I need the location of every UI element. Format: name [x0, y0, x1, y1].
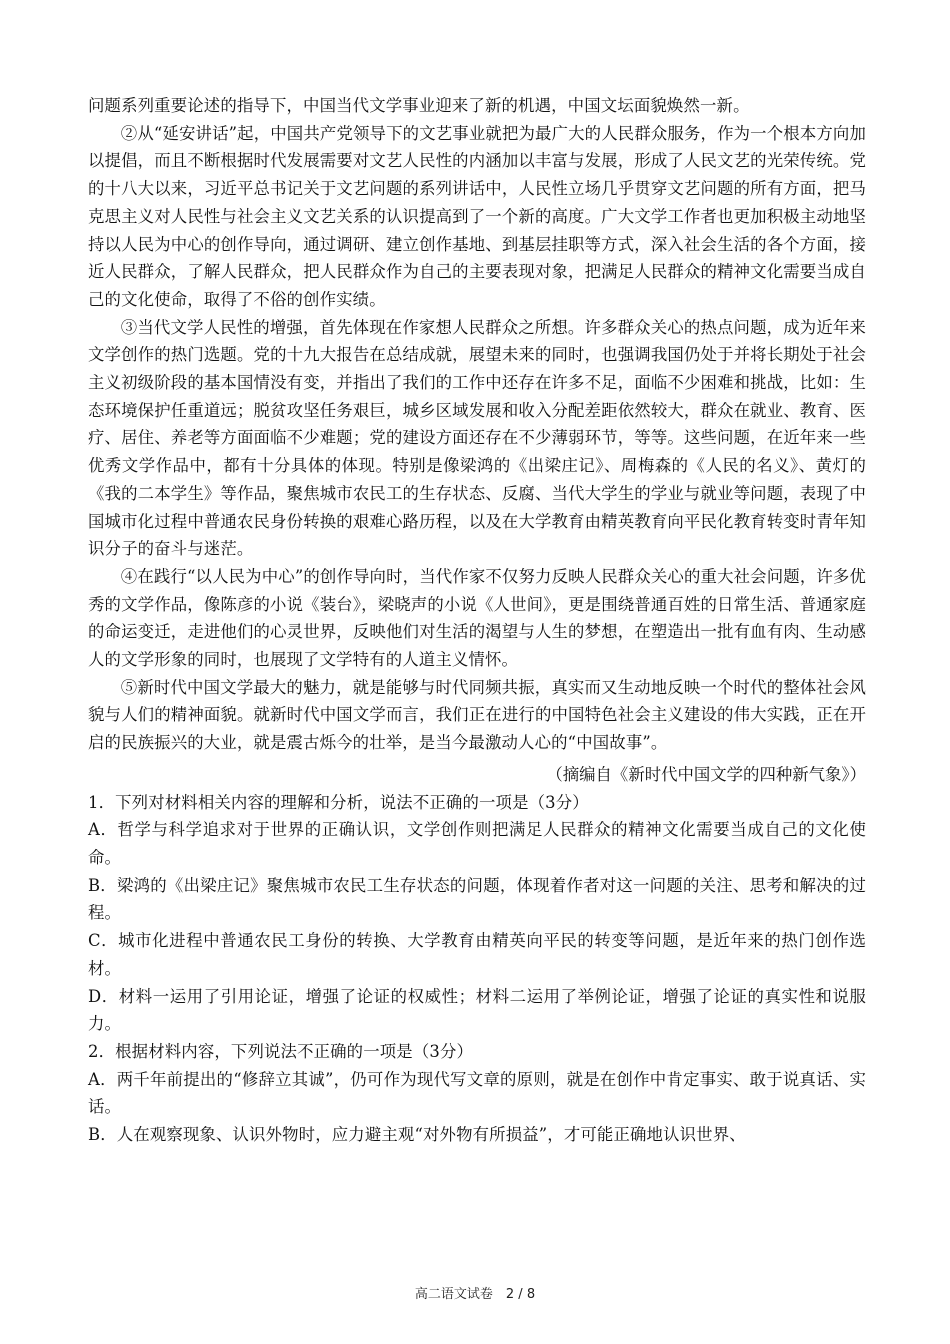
paragraph-continued: 问题系列重要论述的指导下，中国当代文学事业迎来了新的机遇，中国文坛面貌焕然一新。 [88, 96, 750, 115]
question-1-option-c: C．城市化进程中普通农民工身份的转换、大学教育由精英向平民的转变等问题，是近年来的热门创作选材。 [88, 931, 866, 978]
question-1-option-d: D．材料一运用了引用论证，增强了论证的权威性；材料二运用了举例论证，增强了论证的真实性和说服力。 [88, 986, 866, 1034]
question-1-option-b: B．梁鸿的《出梁庄记》聚焦城市农民工生存状态的问题，体现着作者对这一问题的关注、思考和解决的过程。 [88, 875, 866, 923]
paragraph-3: ③当代文学人民性的增强，首先体现在作家想人民群众之所想。许多群众关心的热点问题，成为近年来文学创作的热门选题。党的十九大报告在总结成就，展望未来的同时，也强调我国仍处于并将长期处于社会主义初级阶段的基本国情没有变，并指出了我们的工作中还存在许多不足，面临不少困难和挑战，比如：生态环境保护任重道远；脱贫攻坚任务艰巨，城乡区域发展和收入分配差距依然较大，群众在就业、教育、医疗、居住、养老等方面面临不少难题；党的建设方面还存在不少薄弱环节，等等。这些问题，在近年来一些优秀文学作品中，都有十分具体的体现。特别是像梁鸿的《出梁庄记》、周梅森的《人民的名义》、黄灯的《我的二本学生》等作品，聚焦城市农民工的生存状态、反腐、当代大学生的学业与就业等问题，表现了中国城市化过程中普通农民身份转换的艰难心路历程，以及在大学教育由精英教育向平民化教育转变时青年知识分子的奋斗与迷茫。 [88, 317, 866, 559]
page-footer: 高二语文试卷 2 / 8 [414, 1287, 536, 1302]
paragraph-2: ②从“延安讲话”起，中国共产党领导下的文艺事业就把为最广大的人民群众服务，作为一个根本方向加以提倡，而且不断根据时代发展需要对文艺人民性的内涵加以丰富与发展，形成了人民文艺的光荣传统。党的十八大以来，习近平总书记关于文艺问题的系列讲话中，人民性立场几乎贯穿文艺问题的所有方面，把马克思主义对人民性与社会主义文艺关系的认识提高到了一个新的高度。广大文学工作者也更加积极主动地坚持以人民为中心的创作导向，通过调研、建立创作基地、到基层挂职等方式，深入社会生活的各个方面，接近人民群众，了解人民群众，把人民群众作为自己的主要表现对象，把满足人民群众的精神文化需要当成自己的文化使命，取得了不俗的创作实绩。 [88, 123, 866, 309]
question-2 [88, 1038, 866, 1149]
question-2-stem: 2．根据材料内容，下列说法不正确的一项是（3分） [88, 1041, 474, 1061]
exam-page [88, 92, 866, 1149]
question-2-option-a: A．两千年前提出的“修辞立其诚”，仍可作为现代写文章的原则，就是在创作中肯定事实、敢于说真话、实话。 [88, 1069, 866, 1117]
question-1-option-a: A．哲学与科学追求对于世界的正确认识，文学创作则把满足人民群众的精神文化需要当成自己的文化使命。 [88, 820, 866, 867]
source-citation: （摘编自《新时代中国文学的四种新气象》） [546, 764, 866, 784]
question-1-stem: 1．下列对材料相关内容的理解和分析，说法不正确的一项是（3分） [88, 792, 589, 812]
paragraph-4: ④在践行“以人民为中心”的创作导向时，当代作家不仅努力反映人民群众关心的重大社会问题，许多优秀的文学作品，像陈彦的小说《装台》，梁晓声的小说《人世间》，更是围绕普通百姓的日常生活、普通家庭的命运变迁，走进他们的心灵世界，反映他们对生活的渴望与人生的梦想，在塑造出一批有血有肉、生动感人的文学形象的同时，也展现了文学特有的人道主义情怀。 [88, 566, 866, 670]
paragraph-5: ⑤新时代中国文学最大的魅力，就是能够与时代同频共振，真实而又生动地反映一个时代的整体社会风貌与人们的精神面貌。就新时代中国文学而言，我们正在进行的中国特色社会主义建设的伟大实践，正在开启的民族振兴的大业，就是震古烁今的壮举，是当今最激动人心的“中国故事”。 [88, 677, 866, 753]
question-2-option-b: B．人在观察现象、认识外物时，应力避主观“对外物有所损益”，才可能正确地认识世界、 [88, 1125, 746, 1145]
question-1 [88, 789, 866, 1038]
